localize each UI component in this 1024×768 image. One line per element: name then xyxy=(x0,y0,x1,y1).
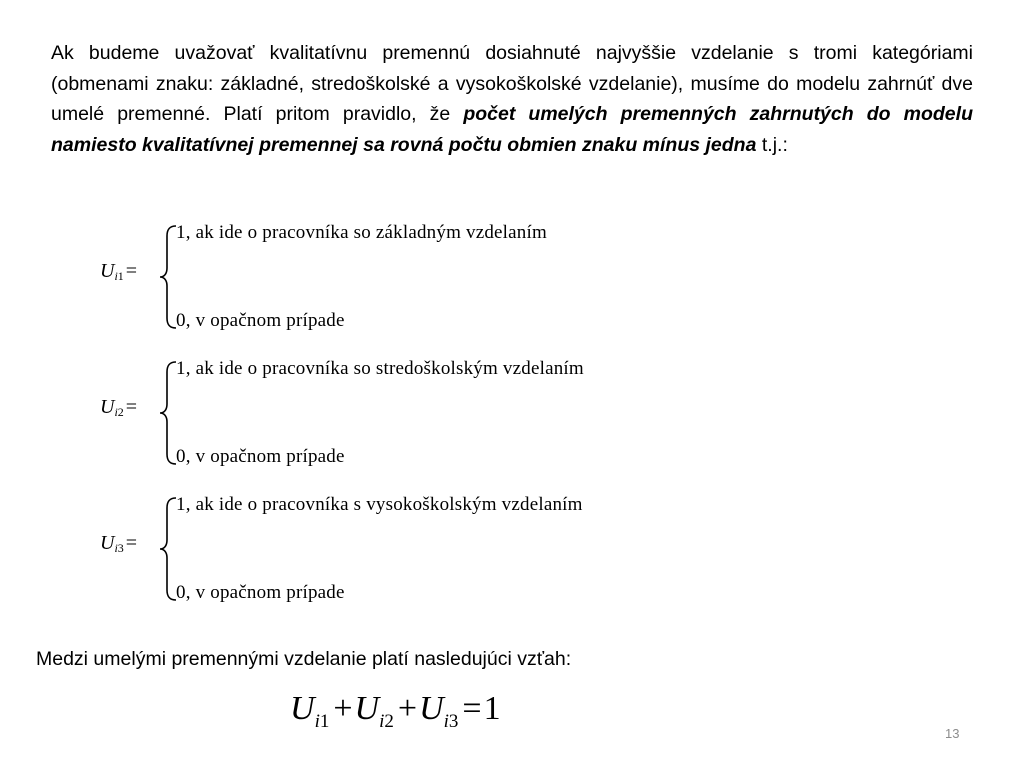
definition-1-case-one: 1, ak ide o pracovníka so základným vzdelaním xyxy=(176,222,547,243)
definition-3-case-zero: 0, v opačnom prípade xyxy=(176,582,345,603)
definition-1-lhs: $U_{i1}$ = xyxy=(100,260,138,283)
page-number: 13 xyxy=(945,726,960,741)
intro-rule-emphasis: počet umelých premenných zahrnutých do modelu namiesto kvalitatívnej premennej sa rovná počtu obmien znaku mínus jedna xyxy=(51,103,973,156)
dummy-variable-definition-3 xyxy=(100,494,720,614)
definition-2-case-zero: 0, v opačnom prípade xyxy=(176,446,345,467)
definition-1-case-zero: 0, v opačnom prípade xyxy=(176,310,345,331)
intro-tail: t.j.: xyxy=(756,133,788,156)
definition-2-case-one: 1, ak ide o pracovníka so stredoškolským vzdelaním xyxy=(176,358,584,379)
dummy-variable-definition-1 xyxy=(100,222,720,342)
intro-text: Ak budeme uvažovať kvalitatívnu premennú dosiahnuté najvyššie vzdelanie s tromi kategóriami (obmenami znaku: základné, stredoškolské a vysokoškolské vzdelanie), musíme do modelu zahrnúť dve umelé premenné. Platí pritom pravidlo, že xyxy=(51,42,973,125)
sum-formula: $U_{i1} +U_{i2} +U_{i3} =1$ xyxy=(290,690,501,732)
dummy-variable-definition-2 xyxy=(100,358,720,478)
definition-2-lhs: $U_{i2}$ = xyxy=(100,396,138,419)
definition-3-case-one: 1, ak ide o pracovníka s vysokoškolským vzdelaním xyxy=(176,494,583,515)
definition-3-lhs: $U_{i3}$ = xyxy=(100,532,138,555)
intro-paragraph xyxy=(51,38,973,160)
relation-text: Medzi umelými premennými vzdelanie platí nasledujúci vzťah: xyxy=(36,648,572,670)
